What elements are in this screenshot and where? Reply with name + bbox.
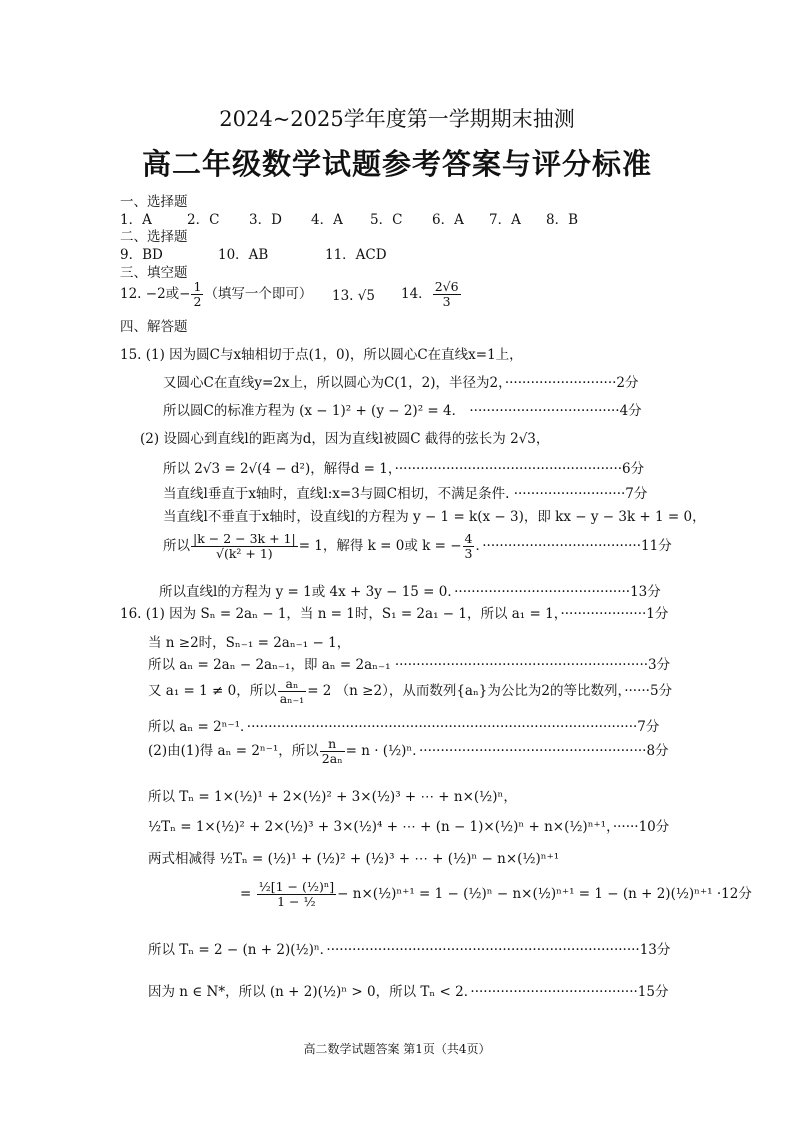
q16-l6-fraction xyxy=(320,737,345,766)
answer-10: 10．AB xyxy=(218,247,269,263)
q14-prefix: 14． xyxy=(401,286,432,302)
q15-line-1: 15. (1) 因为圆C与x轴相切于点(1，0)，所以圆心C在直线x=1上， xyxy=(120,347,523,363)
page-title: 2024~2025学年度第一学期期末抽测 xyxy=(219,107,575,131)
answer-3: 3．D xyxy=(249,212,282,228)
answer-12 xyxy=(120,280,312,309)
answer-8: 8．B xyxy=(546,212,579,228)
q15-line-7: 当直线l不垂直于x轴时，设直线l的方程为 y − 1 = k(x − 3)，即 kx − y − 3k + 1 = 0， xyxy=(163,509,706,525)
q15-l8-den2: 3 xyxy=(464,546,473,561)
q16-l10-num: ½[1 − (½)ⁿ] xyxy=(258,879,335,894)
answer-2: 2．C xyxy=(187,212,220,228)
q16-l10-end: − n×(½)ⁿ⁺¹ = 1 − (½)ⁿ − n×(½)ⁿ⁺¹ = 1 − (n + 2)(½)ⁿ⁺¹ ·12分 xyxy=(337,886,752,902)
q16-l4-den: aₙ₋₁ xyxy=(279,691,305,706)
q15-l8-den: √(k² + 1) xyxy=(216,546,273,561)
q15-line-5: 所以 2√3 = 2√(4 − d²)，解得d = 1，·····················································6分 xyxy=(163,461,645,477)
q15-line-3: 所以圆C的标准方程为 (x − 1)² + (y − 2)² = 4． ···································4分 xyxy=(163,403,642,419)
q16-l10-fraction xyxy=(257,880,337,909)
q14-fraction xyxy=(433,280,461,309)
q12-den: 2 xyxy=(193,294,202,309)
q16-line-12: 因为 n ∈ N*，所以 (n + 2)(½)ⁿ > 0，所以 Tₙ < 2．·······································15分 xyxy=(148,984,669,1000)
q16-l4-num: aₙ xyxy=(278,677,306,692)
page-subtitle: 高二年级数学试题参考答案与评分标准 xyxy=(141,147,652,181)
answer-6: 6．A xyxy=(432,212,464,228)
section-heading-fill: 三、填空题 xyxy=(120,265,188,281)
section-heading-choice: 一、选择题 xyxy=(120,194,188,210)
q12-prefix: 12. −2或− xyxy=(120,286,191,302)
answer-11: 11．ACD xyxy=(325,247,387,263)
q15-l8-fraction xyxy=(191,532,298,561)
q12-note: （填写一个即可） xyxy=(204,286,313,302)
q16-l6-den: 2aₙ xyxy=(321,751,343,766)
q16-l4-fraction xyxy=(278,677,306,706)
q16-line-6 xyxy=(148,737,669,766)
q16-l6-end: = n · (½)ⁿ．·····················································8分 xyxy=(345,743,669,759)
q15-l8-mid: = 1，解得 k = 0或 k = − xyxy=(298,538,462,554)
q12-num: 1 xyxy=(193,279,202,294)
answer-4: 4．A xyxy=(311,212,343,228)
q16-line-4 xyxy=(148,677,672,706)
page-footer: 高二数学试题答案 第1页（共4页） xyxy=(303,1042,491,1056)
q16-l10-den: 1 − ½ xyxy=(277,894,316,909)
answer-5: 5．C xyxy=(370,212,403,228)
q12-fraction xyxy=(191,280,203,309)
answer-1: 1．A xyxy=(120,212,152,228)
answer-14 xyxy=(401,280,462,309)
q15-l8-num2: 4 xyxy=(464,531,473,546)
q16-line-1: 16. (1) 因为 Sₙ = 2aₙ − 1，当 n = 1时，S₁ = 2a₁ − 1，所以 a₁ = 1，····················1分 xyxy=(120,606,669,622)
q14-num: 2√6 xyxy=(434,279,459,294)
q16-line-3: 所以 aₙ = 2aₙ − 2aₙ₋₁，即 aₙ = 2aₙ₋₁ ···························································3分 xyxy=(148,657,671,673)
q15-l8-prefix: 所以 xyxy=(163,538,190,554)
q14-den: 3 xyxy=(442,294,451,309)
q16-l4-end: = 2 （n ≥2），从而数列{aₙ}为公比为2的等比数列，······5分 xyxy=(307,683,673,699)
q16-line-2: 当 n ≥2时，Sₙ₋₁ = 2aₙ₋₁ − 1， xyxy=(148,635,351,651)
q15-l8-end: ．·····································11分 xyxy=(475,538,672,554)
q16-line-9: 两式相减得 ½Tₙ = (½)¹ + (½)² + (½)³ + ⋯ + (½)ⁿ − n×(½)ⁿ⁺¹ xyxy=(148,851,560,867)
answer-9: 9．BD xyxy=(120,247,163,263)
q15-l8-num: |k − 2 − 3k + 1| xyxy=(193,531,296,546)
q15-line-4: (2) 设圆心到直线l的距离为d，因为直线l被圆C 截得的弦长为 2√3， xyxy=(140,431,550,447)
section-heading-solution: 四、解答题 xyxy=(120,319,188,335)
q16-line-10: = $\frac{\text{½[1 − (½)ⁿ]}}{\text{1 − ½}}$ − n×(½)ⁿ⁺¹ = 1 − (½)ⁿ − n×(½)ⁿ⁺¹ = 1 − (n + 2)(½)ⁿ⁺¹ ·12分 xyxy=(240,879,752,909)
section-heading-multi: 二、选择题 xyxy=(120,229,188,245)
q16-line-11: 所以 Tₙ = 2 − (n + 2)(½)ⁿ．·········································································13分 xyxy=(148,942,671,958)
answer-13: 13. √5 xyxy=(332,288,375,304)
q16-line-8: ½Tₙ = 1×(½)² + 2×(½)³ + 3×(½)⁴ + ⋯ + (n − 1)×(½)ⁿ + n×(½)ⁿ⁺¹，······10分 xyxy=(148,819,670,835)
q16-line-7: 所以 Tₙ = 1×(½)¹ + 2×(½)² + 3×(½)³ + ⋯ + n×(½)ⁿ， xyxy=(148,789,517,805)
q15-line-2: 又圆心C在直线y=2x上，所以圆心为C(1，2)，半径为2，··························2分 xyxy=(163,375,639,391)
q15-line-8 xyxy=(163,532,672,561)
q16-line-5: 所以 aₙ = 2ⁿ⁻¹．···························································································7分 xyxy=(148,719,660,735)
q15-line-9: 所以直线l的方程为 y = 1或 4x + 3y − 15 = 0．·········································13分 xyxy=(159,584,661,600)
q16-l6-num: n xyxy=(320,737,345,752)
answer-7: 7．A xyxy=(489,212,521,228)
q16-l4-prefix: 又 a₁ = 1 ≠ 0，所以 xyxy=(148,683,277,699)
q16-l6-prefix: (2)由(1)得 aₙ = 2ⁿ⁻¹，所以 xyxy=(148,743,319,759)
q15-l8-fraction2 xyxy=(463,532,475,561)
q15-line-6: 当直线l垂直于x轴时，直线l:x=3与圆C相切，不满足条件. ··························7分 xyxy=(163,486,648,502)
